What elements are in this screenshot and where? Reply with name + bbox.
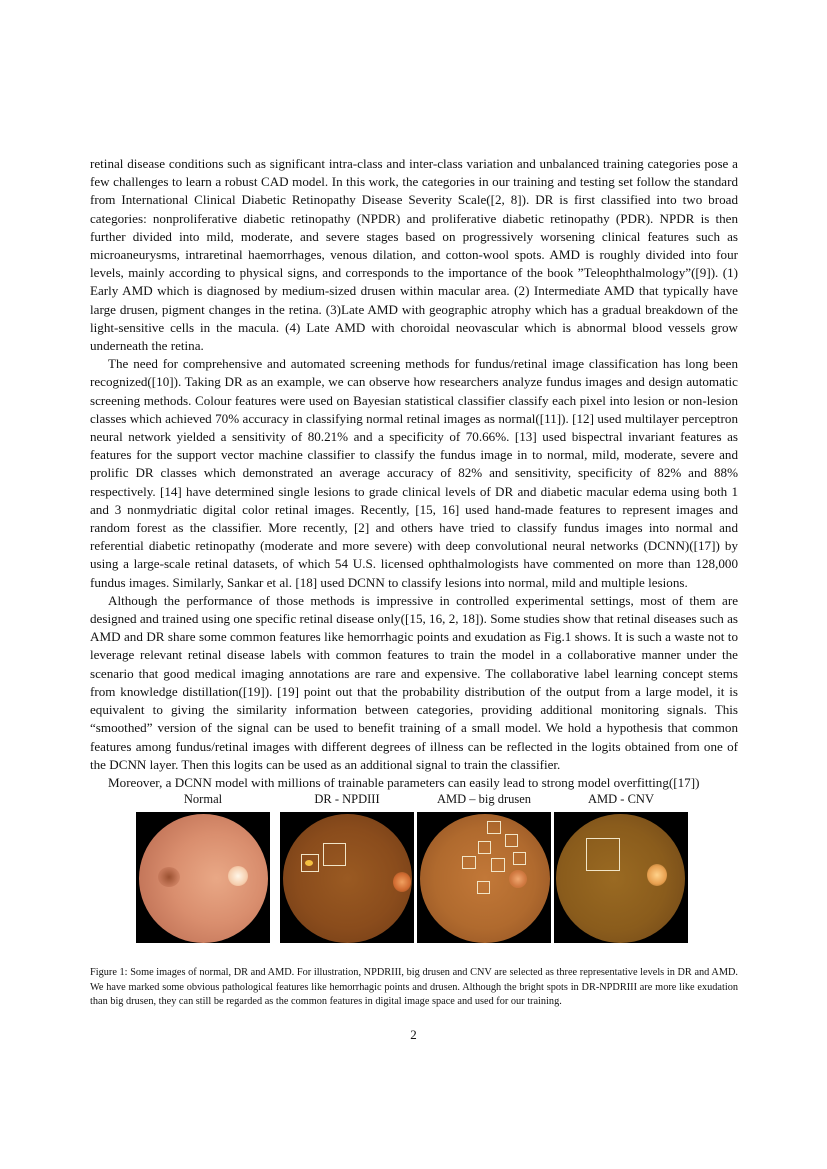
lesion-box	[491, 858, 505, 872]
lesion-box	[513, 852, 526, 865]
fundus-image-dr-npdiii	[280, 812, 414, 943]
fundus-image-amd-cnv	[554, 812, 688, 943]
figure-panel-labels	[136, 792, 688, 808]
fundus-image-amd-big-drusen	[417, 812, 551, 943]
panel-label-dr: DR - NPDIII	[314, 792, 380, 806]
paragraph-1: retinal disease conditions such as significant intra-class and inter-class variation and unbalanced training categories pose a few challenges to learn a robust CAD model. In this work, the categories in our training and testing set follow the standard from International Clinical Diabetic Retinopathy Disease Severity Scale([2, 8]). DR is first classified into two broad categories: nonproliferative diabetic retinopathy (NPDR) and proliferative diabetic retinopathy (PDR). NPDR is then further divided into mild, moderate, and severe stages based on progressively worsening clinical features such as microaneurysms, intraretinal haemorrhages, venous dilation, and cotton-wool spots. AMD is roughly divided into four levels, mainly according to physical signs, and corresponds to the importance of the book ”Teleophthalmology”([9]). (1) Early AMD which is diagnosed by medium-sized drusen within macular area. (2) Intermediate AMD that typically have large drusen, pigment changes in the retina. (3)Late AMD with geographic atrophy which has a gradual breakdown of the light-sensitive cells in the macula. (4) Late AMD with choroidal neovascular which is abnormal blood vessels grow underneath the retina.	[90, 156, 738, 354]
lesion-box	[477, 881, 490, 894]
panel-label-amd-cnv: AMD - CNV	[588, 792, 654, 806]
fundus-image-normal	[136, 812, 270, 943]
body-text	[90, 155, 738, 792]
lesion-box	[301, 854, 319, 872]
page-number: 2	[410, 1027, 417, 1042]
lesion-box	[505, 834, 518, 847]
lesion-box	[323, 843, 346, 866]
lesion-box	[462, 856, 476, 869]
paragraph-2: The need for comprehensive and automated screening methods for fundus/retinal image classification has long been recognized([10]). Taking DR as an example, we can observe how researchers analyze fundus images and design automatic screening methods. Colour features were used on Bayesian statistical classifier classify each pixel into lesion or non-lesion classes which achieved 70% accuracy in classifying normal retinal images as normal([11]). [12] used multilayer perceptron neural network yielded a sensitivity of 80.21% and a specificity of 70.66%. [13] used bispectral invariant features as features for the support vector machine classifier to classify the fundus image in to normal, mild, moderate, severe and prolific DR classes which demonstrated an average accuracy of 82% and sensitivity, specificity of 82% and 88% respectively. [14] have determined single lesions to grade clinical levels of DR and diabetic macular edema using both 1 and 3 nonmydriatic digital color retinal images. Recently, [15, 16] used hand-made features to represent images and random forest as the classifier. More recently, [2] and others have tried to classify fundus images into normal and referential diabetic retinopathy (moderate and more severe) with deep convolutional neural networks (DCNN)([17]) by using a large-scale retinal datasets, of which 54 U.S. licensed ophthalmologists have commented on more than 128,000 fundus images. Similarly, Sankar et al. [18] used DCNN to classify lesions into normal, mild and multiple lesions.	[90, 356, 738, 590]
figure-caption: Figure 1: Some images of normal, DR and AMD. For illustration, NPDRIII, big drusen and CNV are selected as three representative levels in DR and AMD. We have marked some obvious pathological features like hemorrhagic points and drusen. Although the bright spots in DR-NPDRIII are more like exudation than big drusen, they can still be regarded as the common features in digital image space and used for our training.	[90, 967, 738, 1008]
lesion-box	[478, 841, 491, 854]
lesion-box	[586, 838, 620, 871]
lesion-box	[487, 821, 501, 834]
paragraph-3: Although the performance of those methods is impressive in controlled experimental settings, most of them are designed and trained using one specific retinal disease only([15, 16, 2, 18]). Some studies show that retinal diseases such as AMD and DR share some common features like hemorrhagic points and exudation as Fig.1 shows. It is such a waste not to leverage relevant retinal disease labels with common features to train the model in a collaborative manner under the scenario that good medical imaging annotations are rare and expensive. The collaborative label learning concept stems from knowledge distillation([19]). [19] point out that the probability distribution of the output from a large model, it is equivalent to giving the similarity information between categories, providing additional monitoring signals. This “smoothed” version of the signal can be used to benefit training of a small model. We hold a hypothesis that common features among fundus/retinal images with different degrees of illness can be reflected in the logits obtained from one of the DCNN layer. Then this logits can be used as an additional signal to train the classifier.	[90, 592, 738, 772]
panel-label-amd-drusen: AMD – big drusen	[436, 792, 532, 806]
paragraph-4: Moreover, a DCNN model with millions of trainable parameters can easily lead to strong model overfitting([17])	[108, 774, 700, 790]
panel-label-normal: Normal	[183, 792, 223, 806]
